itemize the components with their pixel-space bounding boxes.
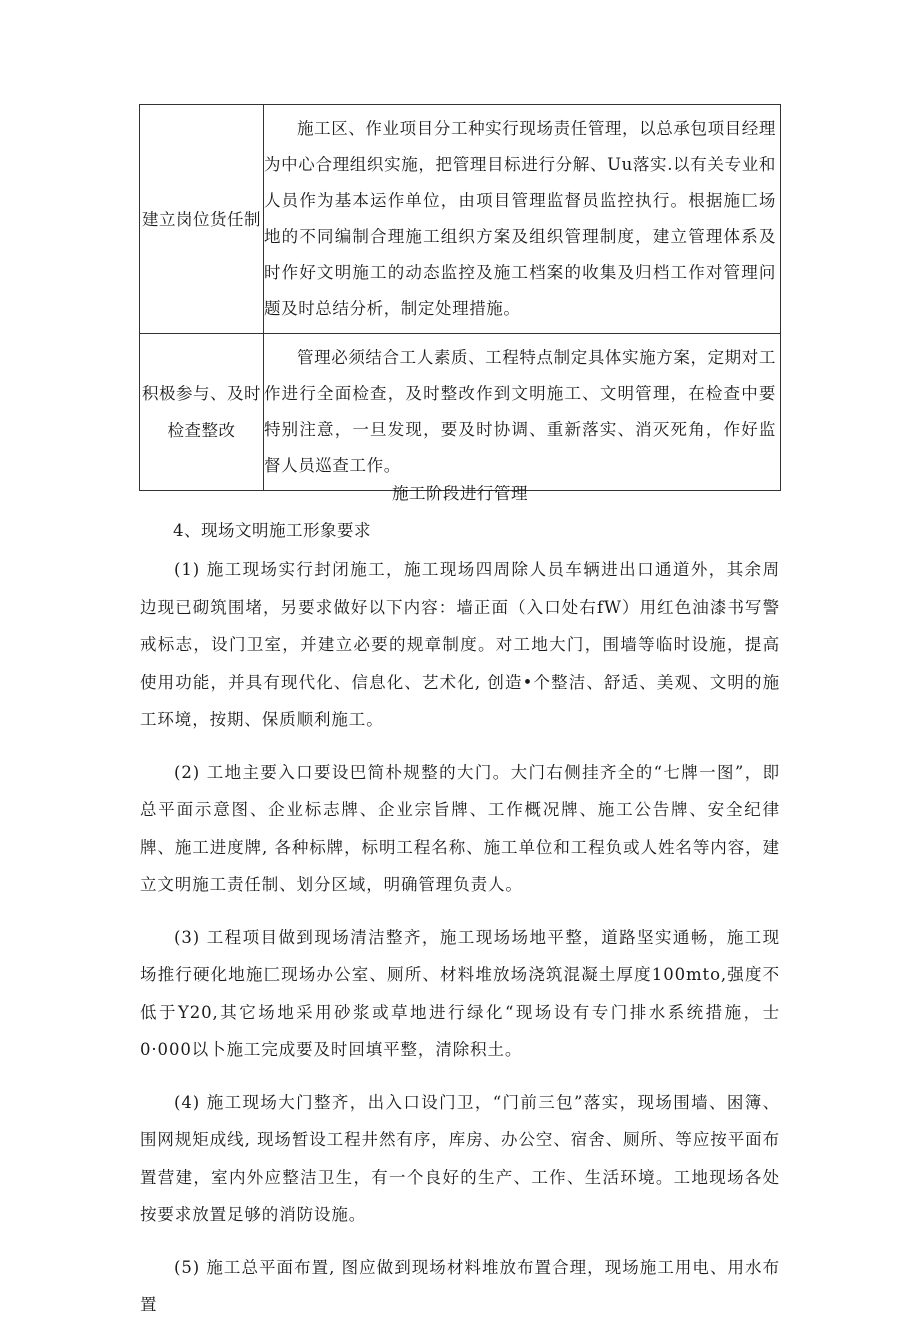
row-content-text: 施工区、作业项目分工种实行现场责任管理，以总承包项目经理为中心合理组织实施，把管理目标进行分解、Uu落实.以有关专业和人员作为基本运作单位，由项目管理监督员监控执行。根据施匚场地的不同编制合理施工组织方案及组织管理制度，建立管理体系及时作好文明施工的动态监控及施工档案的收集及归档工作对管理问题及时总结分析，制定处理措施。 [264,119,776,318]
paragraph [140,551,780,739]
row-label-text: 建立岗位货任制 [142,209,261,229]
section-body [140,514,780,1339]
paragraph-text: (4) 施工现场大门整齐，出入口设门卫，“门前三包”落实，现场围墙、困簿、围网规矩成线, 现场暂设工程井然有序，库房、办公空、宿舍、厕所、等应按平面布置营建，室内外应整洁卫生，有一个良好的生产、工作、生活环境。工地现场各处按要求放置足够的消防设施。 [140,1092,780,1224]
row-content-text: 管理必须结合工人素质、工程特点制定具体实施方案，定期对工作进行全面检查，及时整改作到文明施工、文明管理，在检查中要特别注意，一旦发现，要及时协调、重新落实、消灭死角，作好监督人员巡查工作。 [264,348,776,475]
row-content [264,105,781,334]
paragraph [140,1084,780,1234]
row-label-line1: 积极参与、及时 [142,384,261,403]
paragraph-text: (2) 工地主要入口要设巴简朴规整的大门。大门右侧挂齐全的“七牌一图”，即总平面示意图、企业标志牌、企业宗旨牌、工作概况牌、施工公告牌、安全纪律牌、施工进度牌, 各种标牌，标明工程名称、施工单位和工程负或人姓名等内容，建立文明施工责任制、划分区域，明确管理负责人。 [140,762,780,894]
table-row [140,334,781,491]
paragraph [140,754,780,904]
section-heading: 4、现场文明施工形象要求 [173,521,371,540]
paragraph [140,919,780,1069]
paragraph-text: (3) 工程项目做到现场清洁整齐，施工现场场地平整，道路坚实通畅，施工现场推行硬化地施匚现场办公室、厕所、材料堆放场浇筑混凝土厚度100mto,强度不低于Y20,其它场地采用砂浆或草地进行绿化“现场设有专门排水系统措施，士0·000以卜施工完成要及时回填平整，清除积土。 [140,927,780,1059]
responsibility-table [139,104,781,491]
row-label-post-responsibility [140,105,264,334]
paragraph-text: (1) 施工现场实行封闭施工，施工现场四周除人员车辆进出口通道外，其余周边现已砌筑围堵，另要求做好以下内容：墙正面（入口处右fW）用红色油漆书写警戒标志，设门卫室，并建立必要的规章制度。对工地大门，围墙等临时设施，提高使用功能，并具有现代化、信息化、艺术化, 创造•个整洁、舒适、美观、文明的施工环境，按期、保质顺利施工。 [140,560,780,729]
row-label-line2: 检查整改 [167,421,236,440]
paragraph-text: (5) 施工总平面布置, 图应做到现场材料堆放布置合理，现场施工用电、用水布置 [140,1257,780,1314]
table-caption: 施工阶段进行管理 [392,484,528,503]
row-label-inspection [140,334,264,491]
paragraph [140,1249,780,1324]
row-content [264,334,781,491]
table-row [140,105,781,334]
